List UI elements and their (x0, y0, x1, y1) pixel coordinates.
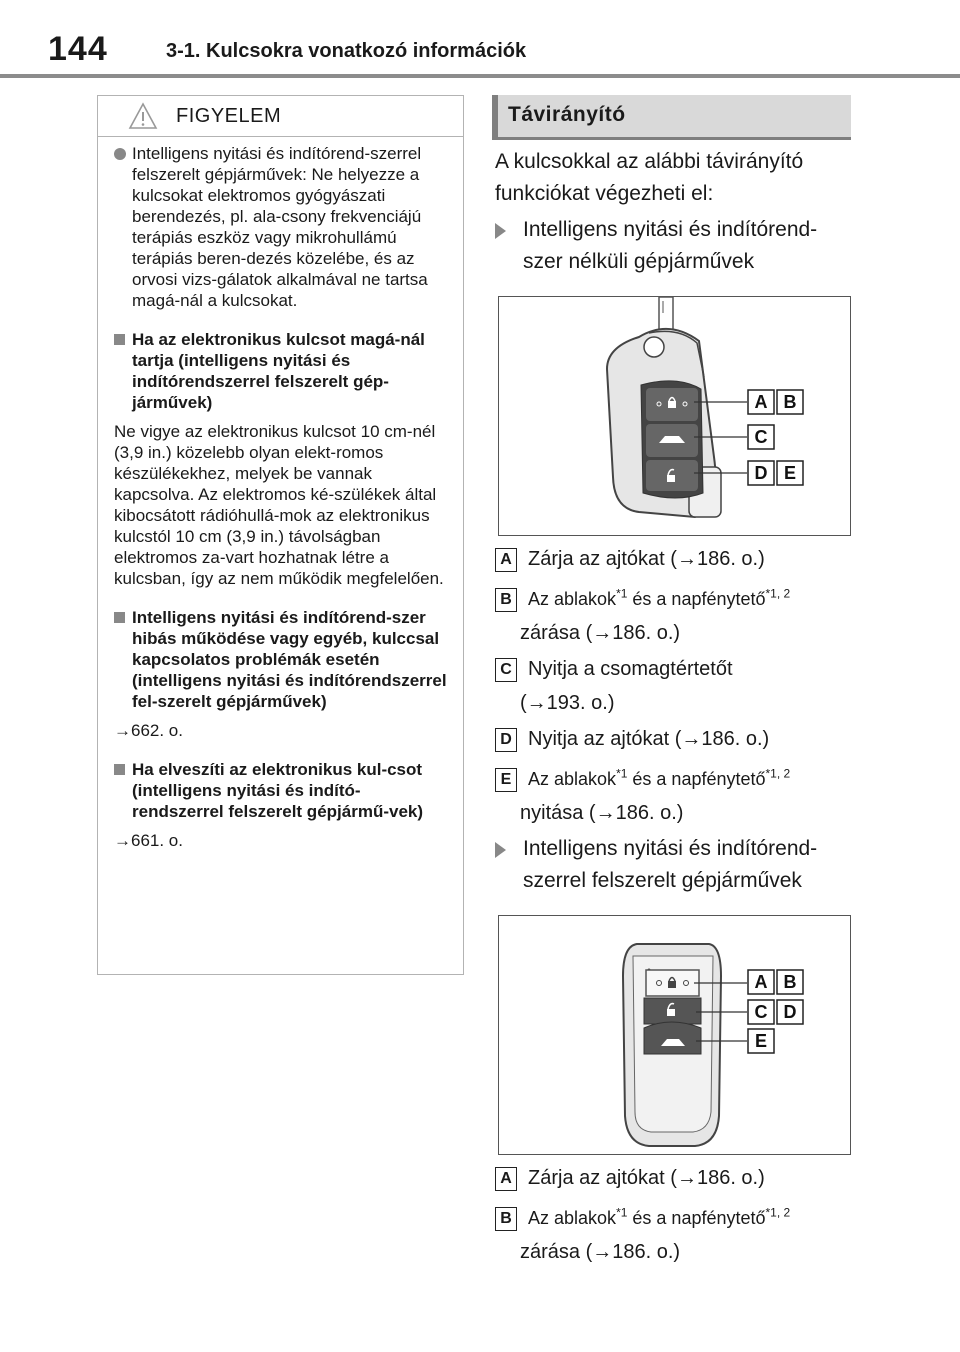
warning-section-text: →661. o. (114, 831, 183, 850)
footnote-mark: *1 (616, 1205, 628, 1220)
function-label-box: E (495, 768, 517, 792)
callout-label: D (783, 1002, 797, 1022)
section-title: 3-1. Kulcsokra vonatkozó információk (166, 40, 527, 62)
function-text: Nyitja a csomagtértetőt (528, 658, 733, 680)
bullet-dot (114, 148, 126, 160)
section-heading-text: Ha elveszíti az elektronikus kul-csot (intelligens nyitási és indító-rendszerrel felszerelt gépjármű-vek) (132, 760, 424, 821)
page-number: 144 (48, 30, 108, 68)
text-part: és a napfénytető (627, 589, 766, 609)
function-text-line2: zárása (→186. o.) (520, 1241, 681, 1263)
callout-label: E (783, 463, 797, 483)
callout-label: C (754, 427, 768, 447)
text-part: Az ablakok (528, 769, 617, 789)
function-label-box: A (495, 548, 517, 572)
subheading-1 (495, 214, 853, 278)
warning-bullet-text: Intelligens nyitási és indítórend-szerrel felszerelt gépjárművek: Ne helyezze a kulcsokat elektromos gyógyászati berendezés, pl. ala-csony frekvenciájú terápiás eszköz vagy mikrohullámú terápiás beren-dezés közelébe, és az orvosi vizs-gálatok alkalmával ne tartsa magá-nál a kulcsokat. (132, 144, 428, 310)
subheading-2-text: Intelligens nyitási és indítórend-szerrel felszerelt gépjárművek (523, 837, 818, 892)
footnote-mark: *1 (616, 586, 628, 601)
warning-section-heading (114, 759, 447, 822)
triangle-bullet (495, 842, 506, 858)
text-part: Az ablakok (528, 589, 617, 609)
callout-label: C (754, 1002, 768, 1022)
function-text-line2: (→193. o.) (520, 692, 615, 714)
text-part: és a napfénytető (627, 769, 766, 789)
function-label-box: B (495, 1207, 517, 1231)
remote-heading-text: Távirányító (508, 103, 626, 126)
callout-label: B (783, 392, 797, 412)
key-fob-figure-1 (498, 296, 851, 536)
key-fob-illustration-1 (499, 297, 850, 535)
function-text (528, 1203, 790, 1233)
section-heading-text: Intelligens nyitási és indítórend-szer hibás működése vagy egyéb, kulccsal kapcsolatos problémák esetén (intelligens nyitási és indítórendszerrel fel-szerelt gépjárművek) (132, 608, 447, 711)
remote-intro: A kulcsokkal az alábbi távirányító funkciókat végezheti el: (495, 150, 804, 205)
footnote-mark: *1, 2 (765, 766, 791, 781)
warning-section-text: Ne vigye az elektronikus kulcsot 10 cm-nél (3,9 in.) közelebb olyan elekt-romos készülékekhez, melyek be vannak kapcsolva. Az elektromos ké-szülékek által kibocsátott rádióhullá-mok az elektronikus kulcstól 10 cm (3,9 in.) távolságban elektromos za-vart hozhatnak létre a kulcsban, így az nem működik megfelelően. (114, 422, 444, 588)
warning-bullet (114, 143, 447, 311)
footnote-mark: *1, 2 (765, 1205, 791, 1220)
warning-section-heading (114, 329, 447, 413)
text-part: és a napfénytető (627, 1208, 766, 1228)
function-text: Zárja az ajtókat (→186. o.) (528, 1167, 765, 1189)
warning-section-heading (114, 607, 447, 712)
heading-bar (492, 95, 498, 137)
key-fob-figure-2 (498, 915, 851, 1155)
callout-label: A (754, 392, 768, 412)
section-heading-text: Ha az elektronikus kulcsot magá-nál tartja (intelligens nyitási és indítórendszerrel felszerelt gép-járművek) (132, 330, 425, 412)
footnote-mark: *1 (616, 766, 628, 781)
function-text: Nyitja az ajtókat (→186. o.) (528, 728, 770, 750)
function-label-box: C (495, 658, 517, 682)
callout-label: B (783, 972, 797, 992)
remote-heading (492, 95, 851, 137)
warning-triangle-icon (128, 102, 158, 135)
function-text-line2: zárása (→186. o.) (520, 622, 681, 644)
warning-header (98, 96, 463, 137)
warning-box (97, 95, 464, 975)
page-header (0, 0, 960, 78)
function-text: Zárja az ajtókat (→186. o.) (528, 548, 765, 570)
function-label-box: D (495, 728, 517, 752)
warning-body (98, 143, 463, 851)
function-text (528, 764, 790, 794)
function-text (528, 584, 790, 614)
triangle-bullet (495, 223, 506, 239)
square-bullet (114, 764, 125, 775)
callout-label: E (754, 1031, 768, 1051)
callout-label: D (754, 463, 768, 483)
function-label-box: A (495, 1167, 517, 1191)
key-fob-illustration-2 (499, 916, 850, 1154)
header-rule (0, 74, 960, 78)
callout-label: A (754, 972, 768, 992)
square-bullet (114, 334, 125, 345)
function-label-box: B (495, 588, 517, 612)
subheading-1-text: Intelligens nyitási és indítórend-szer nélküli gépjárművek (523, 218, 818, 273)
warning-title: FIGYELEM (176, 105, 282, 127)
heading-underline (492, 137, 851, 140)
function-text-line2: nyitása (→186. o.) (520, 802, 684, 824)
text-part: Az ablakok (528, 1208, 617, 1228)
warning-section-text: →662. o. (114, 721, 183, 740)
footnote-mark: *1, 2 (765, 586, 791, 601)
square-bullet (114, 612, 125, 623)
subheading-2 (495, 833, 853, 897)
